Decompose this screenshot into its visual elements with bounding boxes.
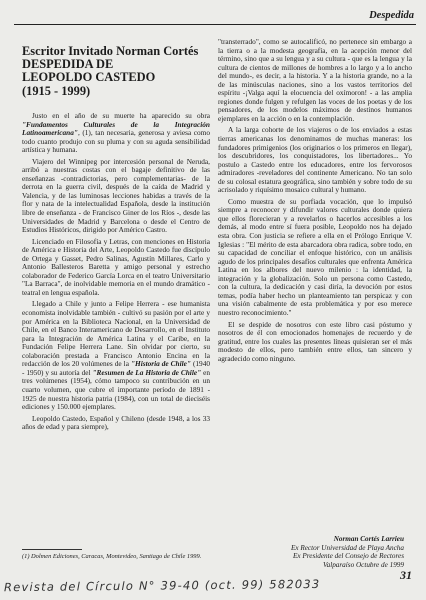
article-title — [22, 45, 212, 98]
book-title: "Fundamentos Culturales de la Integración Latinoamericana" — [22, 119, 210, 138]
title-line-4: (1915 - 1999) — [22, 83, 91, 98]
left-paragraph-1 — [22, 112, 210, 155]
title-line-3: LEOPOLDO CASTEDO — [22, 70, 156, 85]
right-column — [218, 38, 412, 366]
signature-line-1: Ex Rector Universidad de Playa Ancha — [290, 543, 404, 552]
section-header: Despedida — [369, 10, 414, 21]
signature-line-3: Valparaíso Octubre de 1999 — [323, 560, 404, 569]
text-run: , (1), tan necesaria, generosa y aviesa como todo cuanto produjo con su pluma y con su aguda sensibilidad artística y humana. — [22, 128, 210, 155]
header-rule — [14, 24, 416, 25]
left-paragraph-2: Viajero del Winnipeg por intercesión personal de Neruda, arribó a nuestras costas con el bagaje definitivo de las enseñanzas -contradictorias, pero complementarias- de la derrota en la guerra civil, después de la caída de Madrid y Valencia, y de las luminosas lecciones habidas a través de la flor y nata de la intelectualidad Española, desde la institución libre de enseñanza - de Francisco Giner de los Ríos -, desde las Universidades de Madrid y Barcelona o desde el Centro de Estudios Históricos, dirigido por Américo Castro. — [22, 156, 210, 235]
text-run: Llegado a Chile y junto a Felipe Herrera - ese humanista economista inolvidable también - cultivó su pasión por el arte y por América en la Biblioteca Nacional, en la Universidad de Chile, en el Banco Interamericano de Desarrollo, en el Instituto para la Integración de América Latina y el Caribe, en la Fundación Felipe Herrera Lane. Sin olvidar por cierto, su colaboración prestada a Francisco Antonio Encina en la redacción de los 20 volúmenes de la — [22, 299, 210, 369]
text-run: en tres volúmenes (1954), cómo tampoco su contribución en un cuarto volumen, que cubre el importante período de 1891 - 1925 de nuestra historia patria (1984), con un total de dieciséis ediciones y 150.000 ejemplares. — [22, 367, 210, 412]
right-paragraph-1: "transterrado", como se autocalificó, no pertenece sin embargo a la tierra o a la modesta geografía, en la acepción menor del término, sino que a su lengua y a su cultura - que es la lengua y la cultura de cientos de millones de hombres a lo largo y a lo ancho del mundo-, es decir, a la historia. Y a la historia grande, no a la de las minúsculas naciones, sino a los vastos territorios del espíritu -¡Valga aquí la elocuencia del oxímoron! - a las amplia regiones donde fulgen y refulgen las voces de los poetas y de los pensadores, de los modelos máximos de destinos humanos ejemplares en la acción o en la contemplación. — [218, 37, 412, 123]
left-paragraph-4 — [22, 300, 210, 411]
right-paragraph-3: Como muestra de su porfiada vocación, que lo impulsó siempre a reconocer y difundir valores culturales donde quiera que ellos florecieran y a revelarlos o hacerlos accesibles a los demás, al modo entre sí fuera posible, Leopoldo nos ha dejado esta obra. Con justicia se refiere a ella en el Prólogo Enrique V. Iglesias : "El mérito de esta abarcadora obra radica, sobre todo, en su capacidad de conciliar el enfoque histórico, con un análisis agudo de los principales desafíos culturales que enfrenta América Latina en los albores del nuevo milenio : la identidad, la integración y la globalización. Solo un persona como Castedo, con la cultura, la dedicación y casi diría, la devoción por estos temas, podía haber hecho un planteamiento tan perspicaz y con una visión cabalmente de esta problemática y por eso merece nuestro reconocimiento." — [218, 196, 412, 317]
signature-line-2: Ex Presidente del Consejo de Rectores — [292, 552, 404, 561]
footnote-rule — [22, 549, 82, 550]
text-run: (1940 - 1950) y su autoría del — [22, 359, 210, 377]
signature-block — [291, 535, 404, 569]
left-paragraph-5: Leopoldo Castedo, Español y Chileno (desde 1948, a los 33 años de edad y para siempre), — [22, 413, 210, 432]
book-title: "Historia de Chile" — [130, 359, 191, 369]
handwritten-annotation: Revista del Círculo N° 39-40 (oct. 99) 582033 — [3, 576, 321, 595]
title-line-2: DESPEDIDA DE — [22, 57, 114, 72]
left-paragraph-3: Licenciado en Filosofía y Letras, con menciones en Historia de América e Historia del Arte, Leopoldo Castedo fue discípulo de Ortega y Gasset, Pedro Salinas, Agustín Millares, Carlo y Antonio Ballesteros Baretta y amigo personal y estrecho colaborador de Federico García Lorca en el teatro Universitario "La Barraca", de inolvidable memoria en el mundo dramático - teatral en lengua española. — [22, 236, 210, 297]
text-run: Justo en el año de su muerte ha aparecido su obra — [32, 111, 210, 120]
left-column — [22, 112, 210, 435]
page-number: 31 — [400, 568, 412, 582]
signature-name: Norman Cortés Larrieu — [333, 535, 404, 543]
right-paragraph-4: El se despide de nosotros con este libro casi póstumo y nosotros de él con emocionados homenajes de recuerdo y de gratitud, entre los cuales las presentes líneas quisieran ser el más modesto de ellos, pero también entre ellos, tan sincero y agradecido como ninguno. — [218, 319, 412, 363]
right-paragraph-2: A la larga cohorte de los viajeros o de los enviados a estas tierras americanas los denominamos de muchas maneras: los fundadores primigenios (los originarios o los primeros en llegar), los descubridores, los conquistadores, los libertadores... Yo postulo a Castedo entre los educadores, entre los fervorosos admiradores -reveladores del continente Americano. No tan solo de su colosal estatura geográfica, sino también y sobre todo de su acrisolado y riquísimo mosaico cultural y humano. — [218, 125, 412, 195]
footnote: (1) Dolmen Ediciones, Caracas, Montevideo, Santiago de Chile 1999. — [22, 553, 202, 560]
book-title: "Resumen de La Historia de Chile" — [92, 367, 202, 377]
title-line-1: Escritor Invitado Norman Cortés — [22, 44, 199, 58]
